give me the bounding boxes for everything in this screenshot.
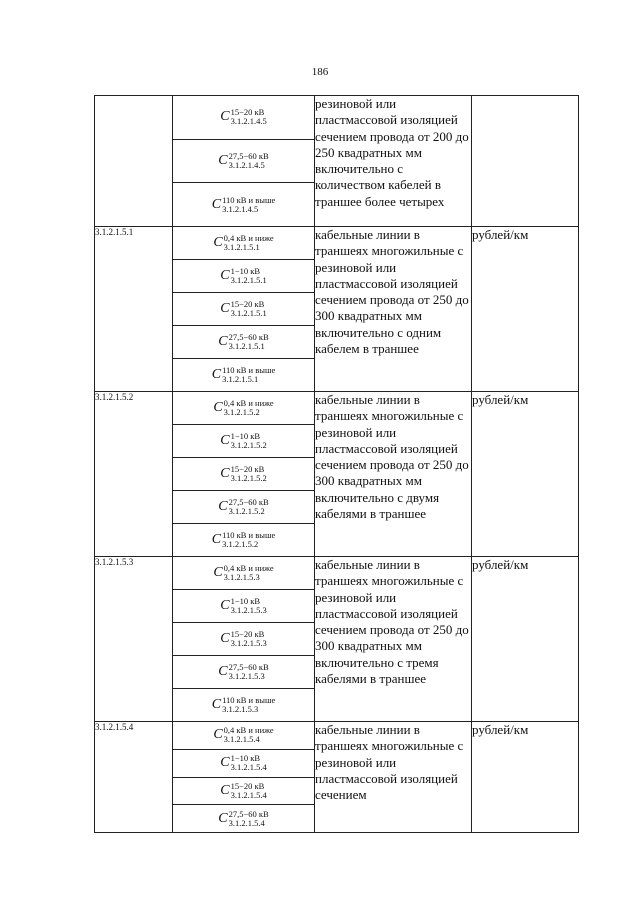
voltage-symbol xyxy=(173,140,314,184)
symbol-subscript: 3.1.2.1.5.4 xyxy=(223,734,260,745)
symbol-letter: C xyxy=(213,400,223,415)
symbol-subscript: 3.1.2.1.5.2 xyxy=(223,407,260,417)
voltage-symbol xyxy=(173,778,314,806)
symbol-superscript: 110 кВ и выше xyxy=(222,194,276,205)
row-description: кабельные линии в траншеях многожильные с резиновой или пластмассовой изоляцией сечением провода от 250 до 300 квадратных мм включительно с тремя кабелями в траншее xyxy=(315,557,472,722)
symbol-subscript: 3.1.2.1.5.3 xyxy=(222,704,259,714)
symbol-superscript: 27,5−60 кВ xyxy=(228,497,269,507)
voltage-symbol xyxy=(173,590,314,623)
row-code: 3.1.2.1.5.3 xyxy=(95,557,173,722)
symbol-cell xyxy=(173,722,315,833)
symbol-letter: C xyxy=(218,334,228,349)
symbol-subscript: 3.1.2.1.5.1 xyxy=(223,242,260,252)
voltage-symbol xyxy=(173,425,314,458)
symbol-superscript: 15−20 кВ xyxy=(230,107,265,118)
voltage-symbol xyxy=(173,722,314,750)
voltage-symbol xyxy=(173,326,314,359)
symbol-superscript: 0,4 кВ и ниже xyxy=(223,563,274,573)
voltage-symbol xyxy=(173,557,314,590)
symbol-superscript: 27,5−60 кВ xyxy=(228,332,269,342)
symbol-subscript: 3.1.2.1.4.5 xyxy=(228,160,265,170)
row-code: 3.1.2.1.5.2 xyxy=(95,392,173,557)
voltage-symbol xyxy=(173,458,314,491)
table-row xyxy=(95,392,579,557)
symbol-superscript: 27,5−60 кВ xyxy=(228,662,269,672)
symbol-cell xyxy=(173,96,315,227)
symbol-subscript: 3.1.2.1.5.2 xyxy=(222,539,259,549)
symbol-letter: C xyxy=(211,532,222,547)
row-code xyxy=(95,96,173,227)
symbol-subscript: 3.1.2.1.4.5 xyxy=(230,116,267,127)
symbol-subscript: 3.1.2.1.5.2 xyxy=(228,506,265,516)
symbol-superscript: 1−10 кВ xyxy=(230,596,261,606)
tariff-table xyxy=(94,95,579,833)
symbol-letter: C xyxy=(220,433,230,448)
symbol-superscript: 110 кВ и выше xyxy=(222,695,276,705)
voltage-symbol xyxy=(173,750,314,778)
symbol-subscript: 3.1.2.1.5.3 xyxy=(228,671,265,681)
voltage-symbol xyxy=(173,524,314,556)
symbol-superscript: 1−10 кВ xyxy=(230,753,261,764)
symbol-superscript: 15−20 кВ xyxy=(230,780,265,791)
voltage-symbol xyxy=(173,623,314,656)
symbol-subscript: 3.1.2.1.5.3 xyxy=(223,572,260,582)
symbol-letter: C xyxy=(220,782,230,798)
row-description: кабельные линии в траншеях многожильные с резиновой или пластмассовой изоляцией сечением провода от 250 до 300 квадратных мм включительно с одним кабелем в траншее xyxy=(315,227,472,392)
voltage-symbol xyxy=(173,293,314,326)
row-unit: рублей/км xyxy=(472,392,579,557)
symbol-letter: C xyxy=(218,499,228,514)
table-row xyxy=(95,96,579,227)
symbol-subscript: 3.1.2.1.5.3 xyxy=(230,638,267,648)
table-row xyxy=(95,722,579,833)
symbol-subscript: 3.1.2.1.5.1 xyxy=(230,308,267,318)
row-unit: рублей/км xyxy=(472,557,579,722)
symbol-superscript: 0,4 кВ и ниже xyxy=(223,398,274,408)
symbol-superscript: 15−20 кВ xyxy=(230,464,265,474)
table-row xyxy=(95,557,579,722)
symbol-superscript: 15−20 кВ xyxy=(230,629,265,639)
page-number: 186 xyxy=(311,66,329,78)
table-row xyxy=(95,227,579,392)
symbol-letter: C xyxy=(211,697,222,712)
symbol-subscript: 3.1.2.1.5.2 xyxy=(230,473,267,483)
symbol-letter: C xyxy=(213,565,223,580)
voltage-symbol xyxy=(173,96,314,140)
symbol-superscript: 15−20 кВ xyxy=(230,299,265,309)
voltage-symbol xyxy=(173,227,314,260)
symbol-letter: C xyxy=(218,810,228,826)
symbol-letter: C xyxy=(220,631,230,646)
voltage-symbol xyxy=(173,260,314,293)
symbol-subscript: 3.1.2.1.5.1 xyxy=(222,374,259,384)
symbol-letter: C xyxy=(220,301,230,316)
symbol-superscript: 27,5−60 кВ xyxy=(228,151,269,161)
symbol-subscript: 3.1.2.1.5.4 xyxy=(230,789,267,800)
voltage-symbol xyxy=(173,359,314,391)
symbol-letter: C xyxy=(220,268,230,283)
symbol-letter: C xyxy=(220,109,230,125)
symbol-cell xyxy=(173,227,315,392)
symbol-letter: C xyxy=(220,466,230,481)
symbol-superscript: 1−10 кВ xyxy=(230,266,261,276)
symbol-letter: C xyxy=(213,727,223,743)
symbol-letter: C xyxy=(218,153,228,168)
voltage-symbol xyxy=(173,656,314,689)
symbol-letter: C xyxy=(220,598,230,613)
symbol-subscript: 3.1.2.1.5.4 xyxy=(230,762,267,773)
voltage-symbol xyxy=(173,805,314,832)
voltage-symbol xyxy=(173,392,314,425)
row-code: 3.1.2.1.5.4 xyxy=(95,722,173,833)
symbol-subscript: 3.1.2.1.5.1 xyxy=(230,275,267,285)
symbol-superscript: 110 кВ и выше xyxy=(222,530,276,540)
symbol-letter: C xyxy=(211,196,222,212)
voltage-symbol xyxy=(173,689,314,721)
symbol-superscript: 0,4 кВ и ниже xyxy=(223,233,274,243)
symbol-subscript: 3.1.2.1.5.2 xyxy=(230,440,267,450)
voltage-symbol xyxy=(173,491,314,524)
row-code: 3.1.2.1.5.1 xyxy=(95,227,173,392)
symbol-subscript: 3.1.2.1.5.3 xyxy=(230,605,267,615)
voltage-symbol xyxy=(173,183,314,226)
symbol-cell xyxy=(173,392,315,557)
symbol-letter: C xyxy=(211,367,222,382)
row-unit: рублей/км xyxy=(472,227,579,392)
row-unit xyxy=(472,96,579,227)
row-description: кабельные линии в траншеях многожильные с резиновой или пластмассовой изоляцией сечением провода от 250 до 300 квадратных мм включительно с двумя кабелями в траншее xyxy=(315,392,472,557)
row-description: кабельные линии в траншеях многожильные с резиновой или пластмассовой изоляцией сечением xyxy=(315,722,472,833)
symbol-subscript: 3.1.2.1.5.4 xyxy=(228,817,265,828)
row-unit: рублей/км xyxy=(472,722,579,833)
symbol-superscript: 0,4 кВ и ниже xyxy=(223,725,274,736)
symbol-superscript: 110 кВ и выше xyxy=(222,365,276,375)
symbol-letter: C xyxy=(220,755,230,771)
symbol-letter: C xyxy=(218,664,228,679)
symbol-cell xyxy=(173,557,315,722)
symbol-subscript: 3.1.2.1.5.1 xyxy=(228,341,265,351)
row-description: резиновой или пластмассовой изоляцией сечением провода от 200 до 250 квадратных мм включительно с количеством кабелей в траншее более четырех xyxy=(315,96,472,227)
symbol-superscript: 27,5−60 кВ xyxy=(228,808,269,819)
symbol-letter: C xyxy=(213,235,223,250)
symbol-superscript: 1−10 кВ xyxy=(230,431,261,441)
symbol-subscript: 3.1.2.1.4.5 xyxy=(222,203,259,214)
